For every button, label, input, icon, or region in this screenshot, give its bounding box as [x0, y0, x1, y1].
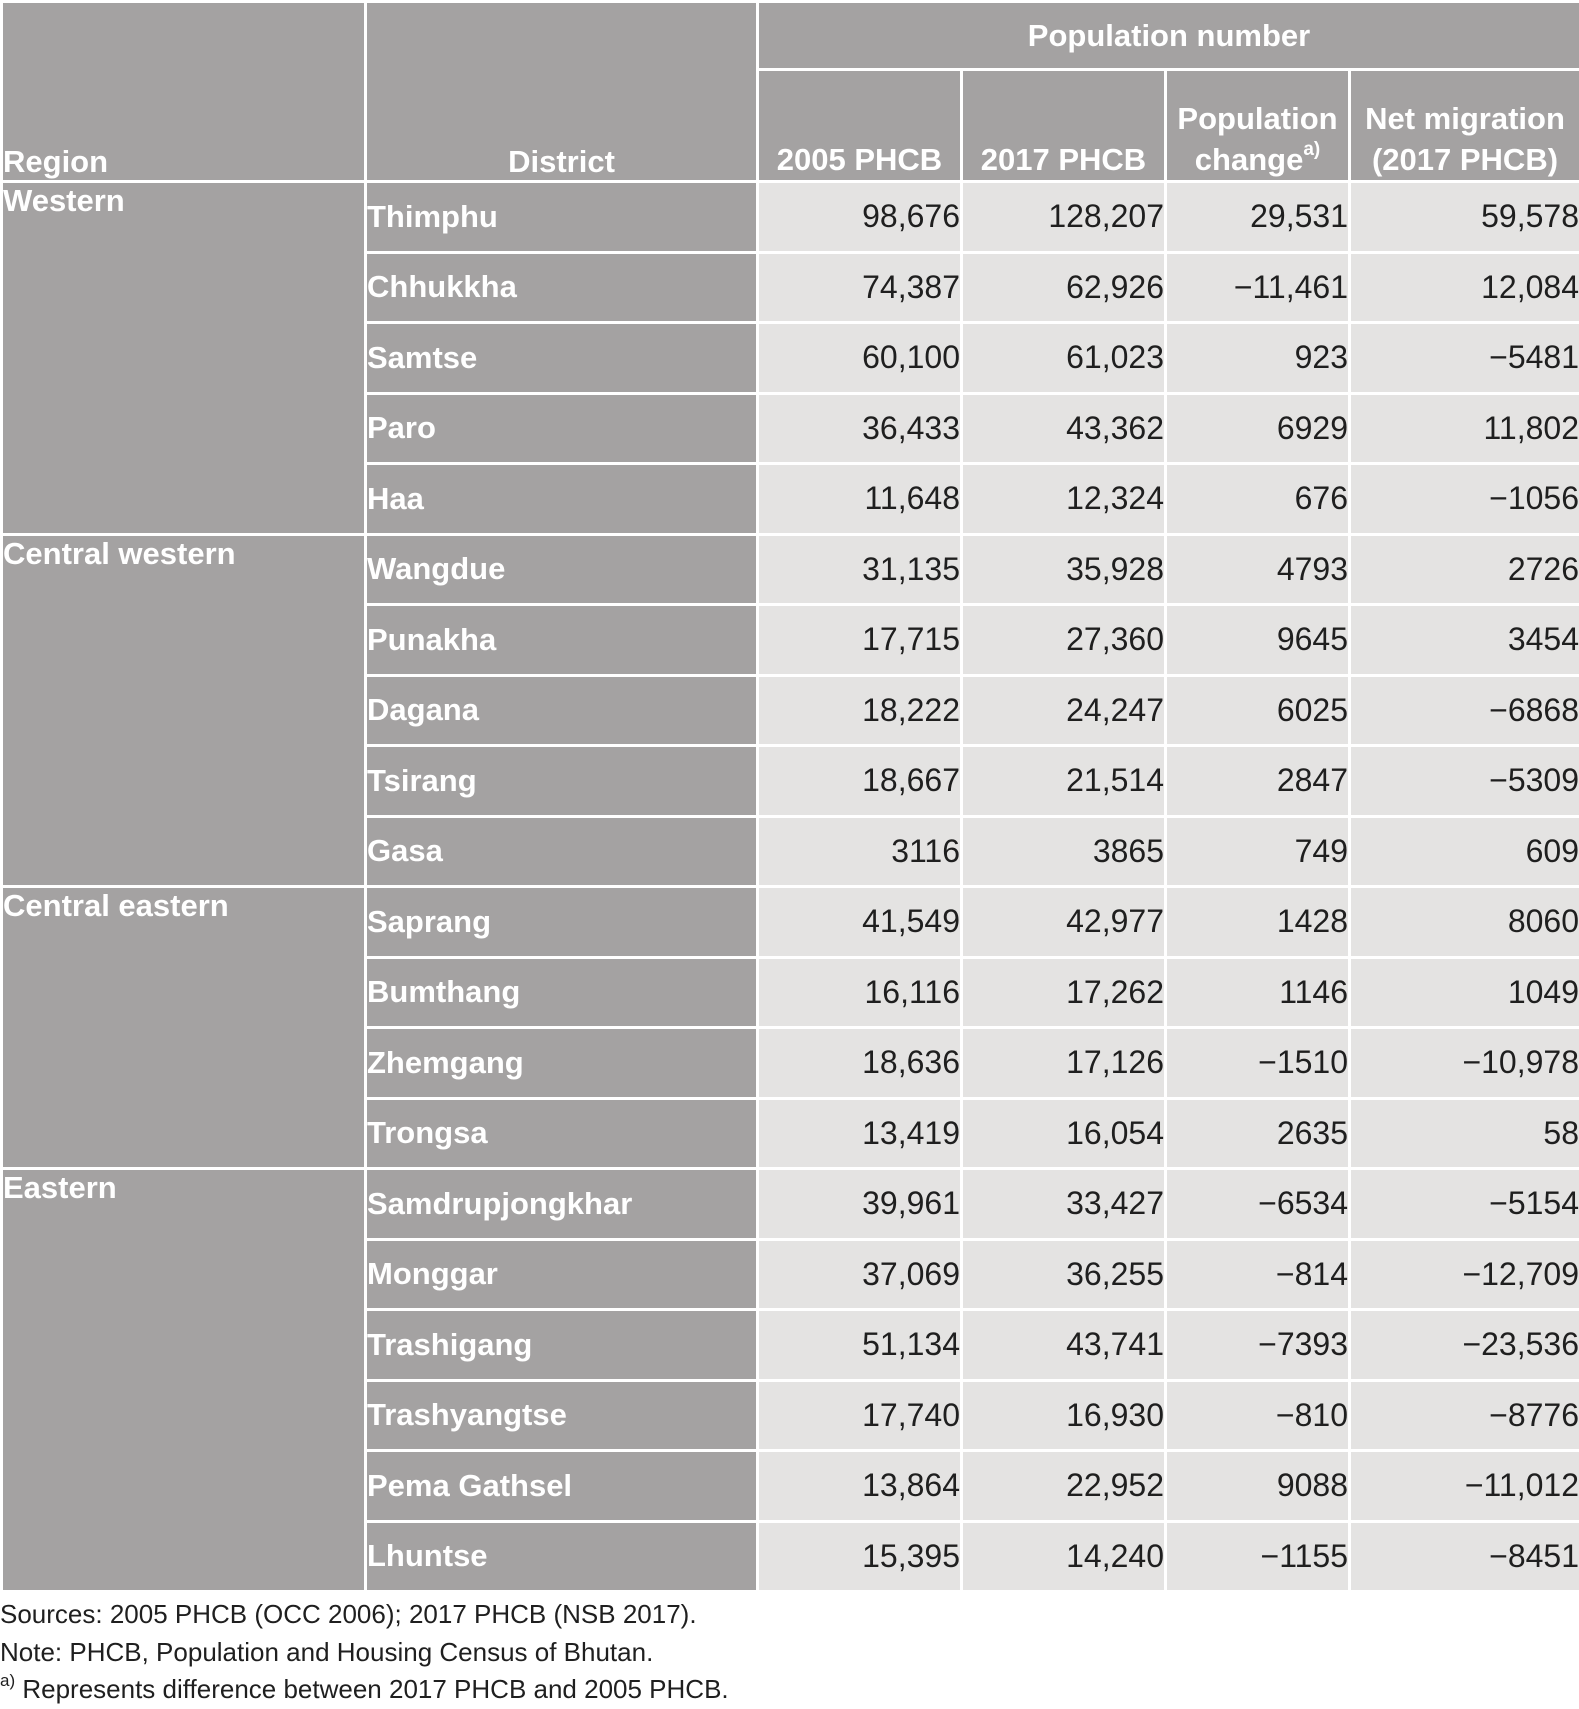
district-cell: Bumthang	[366, 957, 758, 1028]
population-2005-cell: 36,433	[758, 393, 962, 464]
header-2005-phcb: 2005 PHCB	[758, 70, 962, 182]
population-change-cell: 2847	[1166, 746, 1350, 817]
population-change-cell: 9645	[1166, 605, 1350, 676]
net-migration-cell: −11,012	[1350, 1451, 1579, 1522]
population-2005-cell: 17,740	[758, 1380, 962, 1451]
population-2005-cell: 13,864	[758, 1451, 962, 1522]
population-2017-cell: 43,741	[962, 1310, 1166, 1381]
population-2005-cell: 15,395	[758, 1521, 962, 1592]
district-cell: Dagana	[366, 675, 758, 746]
net-migration-cell: −12,709	[1350, 1239, 1579, 1310]
district-cell: Trongsa	[366, 1098, 758, 1169]
population-2017-cell: 16,054	[962, 1098, 1166, 1169]
net-migration-cell: −6868	[1350, 675, 1579, 746]
header-region: Region	[2, 2, 366, 182]
population-2017-cell: 16,930	[962, 1380, 1166, 1451]
net-migration-cell: −23,536	[1350, 1310, 1579, 1381]
region-cell: Eastern	[2, 1169, 366, 1592]
sources-note: Sources: 2005 PHCB (OCC 2006); 2017 PHCB (NSB 2017).	[0, 1596, 1579, 1634]
net-migration-cell: 1049	[1350, 957, 1579, 1028]
population-2017-cell: 42,977	[962, 887, 1166, 958]
net-migration-cell: −8776	[1350, 1380, 1579, 1451]
header-2017-phcb: 2017 PHCB	[962, 70, 1166, 182]
net-migration-cell: −5154	[1350, 1169, 1579, 1240]
population-2017-cell: 35,928	[962, 534, 1166, 605]
table-body	[2, 182, 1579, 1592]
district-cell: Tsirang	[366, 746, 758, 817]
header-net-migration	[1350, 70, 1579, 182]
district-cell: Monggar	[366, 1239, 758, 1310]
population-2005-cell: 37,069	[758, 1239, 962, 1310]
population-2005-cell: 18,667	[758, 746, 962, 817]
region-cell: Western	[2, 182, 366, 535]
population-change-cell: 676	[1166, 464, 1350, 535]
population-2017-cell: 12,324	[962, 464, 1166, 535]
net-migration-cell: 58	[1350, 1098, 1579, 1169]
population-2017-cell: 128,207	[962, 182, 1166, 253]
abbreviation-note: Note: PHCB, Population and Housing Census of Bhutan.	[0, 1634, 1579, 1672]
population-2017-cell: 14,240	[962, 1521, 1166, 1592]
table-header	[2, 2, 1579, 182]
district-cell: Pema Gathsel	[366, 1451, 758, 1522]
population-2005-cell: 74,387	[758, 252, 962, 323]
population-2017-cell: 43,362	[962, 393, 1166, 464]
population-change-cell: −1155	[1166, 1521, 1350, 1592]
net-migration-cell: 59,578	[1350, 182, 1579, 253]
population-change-cell: 1146	[1166, 957, 1350, 1028]
population-2017-cell: 36,255	[962, 1239, 1166, 1310]
population-change-cell: −7393	[1166, 1310, 1350, 1381]
population-2017-cell: 62,926	[962, 252, 1166, 323]
population-2017-cell: 17,262	[962, 957, 1166, 1028]
district-cell: Samdrupjongkhar	[366, 1169, 758, 1240]
population-2017-cell: 3865	[962, 816, 1166, 887]
population-2017-cell: 61,023	[962, 323, 1166, 394]
net-migration-cell: 3454	[1350, 605, 1579, 676]
population-change-cell: 749	[1166, 816, 1350, 887]
net-migration-cell: 11,802	[1350, 393, 1579, 464]
district-cell: Trashigang	[366, 1310, 758, 1381]
district-cell: Paro	[366, 393, 758, 464]
population-2017-cell: 21,514	[962, 746, 1166, 817]
population-2005-cell: 18,636	[758, 1028, 962, 1099]
population-2005-cell: 13,419	[758, 1098, 962, 1169]
district-cell: Lhuntse	[366, 1521, 758, 1592]
table-row	[2, 534, 1579, 605]
net-migration-cell: −5481	[1350, 323, 1579, 394]
region-cell: Central western	[2, 534, 366, 887]
region-cell: Central eastern	[2, 887, 366, 1169]
population-2017-cell: 33,427	[962, 1169, 1166, 1240]
net-migration-cell: −8451	[1350, 1521, 1579, 1592]
population-change-cell: −1510	[1166, 1028, 1350, 1099]
district-cell: Gasa	[366, 816, 758, 887]
population-change-cell: 29,531	[1166, 182, 1350, 253]
population-2005-cell: 11,648	[758, 464, 962, 535]
net-migration-cell: −10,978	[1350, 1028, 1579, 1099]
header-netmig-line2: (2017 PHCB)	[1372, 142, 1558, 177]
net-migration-cell: 2726	[1350, 534, 1579, 605]
net-migration-cell: 8060	[1350, 887, 1579, 958]
table-row	[2, 1169, 1579, 1240]
district-cell: Zhemgang	[366, 1028, 758, 1099]
population-2005-cell: 31,135	[758, 534, 962, 605]
footnote-text: Represents difference between 2017 PHCB and 2005 PHCB.	[15, 1674, 729, 1704]
district-cell: Saprang	[366, 887, 758, 958]
footnote-mark: a)	[0, 1671, 15, 1690]
net-migration-cell: −5309	[1350, 746, 1579, 817]
population-change-cell: 923	[1166, 323, 1350, 394]
population-2005-cell: 3116	[758, 816, 962, 887]
population-2005-cell: 60,100	[758, 323, 962, 394]
header-netmig-line1: Net migration	[1365, 101, 1565, 136]
population-2017-cell: 24,247	[962, 675, 1166, 746]
district-cell: Trashyangtse	[366, 1380, 758, 1451]
population-change-cell: −11,461	[1166, 252, 1350, 323]
population-change-cell: 2635	[1166, 1098, 1350, 1169]
district-cell: Chhukkha	[366, 252, 758, 323]
population-change-cell: 6929	[1166, 393, 1350, 464]
population-2005-cell: 41,549	[758, 887, 962, 958]
population-2005-cell: 98,676	[758, 182, 962, 253]
population-2017-cell: 27,360	[962, 605, 1166, 676]
table-row	[2, 182, 1579, 253]
population-2005-cell: 16,116	[758, 957, 962, 1028]
net-migration-cell: 609	[1350, 816, 1579, 887]
population-2017-cell: 17,126	[962, 1028, 1166, 1099]
district-cell: Samtse	[366, 323, 758, 394]
population-change-cell: 4793	[1166, 534, 1350, 605]
table-notes	[0, 1596, 1579, 1709]
population-2005-cell: 39,961	[758, 1169, 962, 1240]
district-cell: Thimphu	[366, 182, 758, 253]
population-change-cell: 6025	[1166, 675, 1350, 746]
header-district: District	[366, 2, 758, 182]
population-2005-cell: 51,134	[758, 1310, 962, 1381]
table-row	[2, 887, 1579, 958]
header-change-line2: change	[1195, 142, 1304, 177]
footnote	[0, 1671, 1579, 1709]
population-change-cell: −814	[1166, 1239, 1350, 1310]
population-change-cell: 9088	[1166, 1451, 1350, 1522]
district-cell: Haa	[366, 464, 758, 535]
header-change-line1: Population	[1177, 101, 1337, 136]
population-change-cell: 1428	[1166, 887, 1350, 958]
population-2005-cell: 17,715	[758, 605, 962, 676]
net-migration-cell: −1056	[1350, 464, 1579, 535]
population-2005-cell: 18,222	[758, 675, 962, 746]
district-cell: Punakha	[366, 605, 758, 676]
net-migration-cell: 12,084	[1350, 252, 1579, 323]
population-change-cell: −6534	[1166, 1169, 1350, 1240]
population-change-cell: −810	[1166, 1380, 1350, 1451]
header-population-change	[1166, 70, 1350, 182]
header-change-footnote-mark: a)	[1303, 139, 1320, 160]
header-population-number: Population number	[758, 2, 1579, 70]
district-cell: Wangdue	[366, 534, 758, 605]
population-2017-cell: 22,952	[962, 1451, 1166, 1522]
